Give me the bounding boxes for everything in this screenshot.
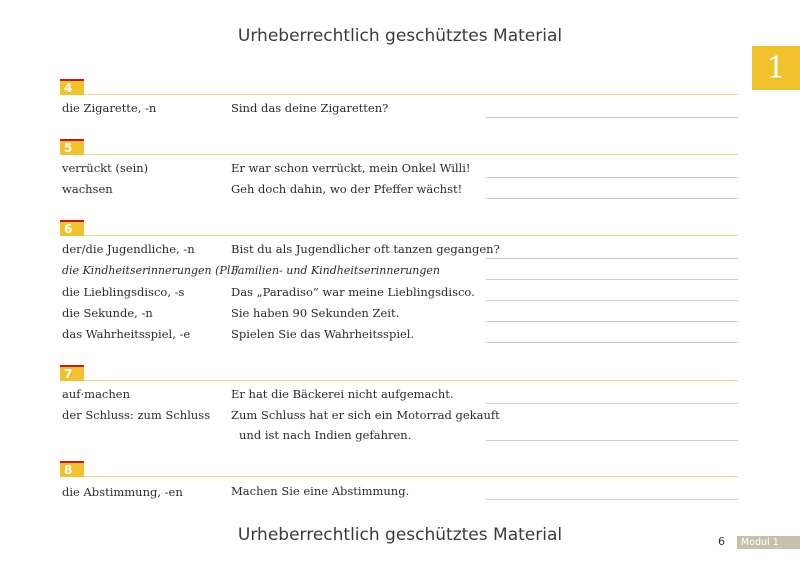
example-sentence: Er hat die Bäckerei nicht aufgemacht. [231, 387, 454, 401]
writing-line [486, 177, 738, 178]
writing-line [486, 300, 738, 301]
section-number-badge: 4 [60, 79, 84, 95]
vocab-word: der/die Jugendliche, -n [62, 242, 195, 256]
vocab-word: das Wahrheitsspiel, -e [62, 327, 191, 341]
writing-line [486, 440, 738, 441]
writing-line [486, 279, 738, 280]
example-sentence: Geh doch dahin, wo der Pfeffer wächst! [231, 182, 463, 196]
section-number-badge: 7 [60, 365, 84, 381]
example-sentence: Er war schon verrückt, mein Onkel Willi! [231, 161, 471, 175]
section-number-badge: 5 [60, 139, 84, 155]
chapter-tab: 1 [752, 46, 800, 90]
example-sentence: Spielen Sie das Wahrheitsspiel. [231, 327, 415, 341]
vocab-word: die Kindheitserinnerungen (Pl.) [62, 264, 239, 277]
vocab-word: auf·machen [62, 387, 130, 401]
vocab-word: der Schluss: zum Schluss [62, 408, 211, 422]
example-sentence: Sie haben 90 Sekunden Zeit. [231, 306, 400, 320]
section-divider [60, 380, 738, 381]
writing-line [486, 499, 738, 500]
watermark-bottom: Urheberrechtlich geschütztes Material [237, 525, 563, 545]
section-number-badge: 8 [60, 461, 84, 477]
vocab-word: die Lieblingsdisco, -s [62, 285, 185, 299]
section-number-badge: 6 [60, 220, 84, 236]
vocab-word: wachsen [62, 182, 113, 196]
example-sentence: Bist du als Jugendlicher oft tanzen gegangen? [231, 242, 500, 256]
writing-line [486, 198, 738, 199]
watermark-top: Urheberrechtlich geschütztes Material [237, 26, 563, 46]
vocab-word: verrückt (sein) [62, 161, 149, 175]
writing-line [486, 342, 738, 343]
section-divider [60, 476, 738, 477]
vocab-word: die Sekunde, -n [62, 306, 153, 320]
example-sentence: Das „Paradiso“ war meine Lieblingsdisco. [231, 285, 475, 299]
writing-line [486, 117, 738, 118]
writing-line [486, 403, 738, 404]
writing-line [486, 258, 738, 259]
writing-line [486, 321, 738, 322]
example-sentence: Sind das deine Zigaretten? [231, 101, 389, 115]
vocab-word: die Abstimmung, -en [62, 485, 183, 499]
module-label: Modul 1 [737, 536, 800, 549]
section-divider [60, 94, 738, 95]
vocab-word: die Zigarette, -n [62, 101, 157, 115]
example-sentence: Machen Sie eine Abstimmung. [231, 484, 410, 498]
page-number: 6 [718, 535, 725, 548]
section-divider [60, 235, 738, 236]
example-sentence: Familien- und Kindheitserinnerungen [231, 264, 441, 277]
example-sentence-continuation: und ist nach Indien gefahren. [239, 428, 412, 442]
section-divider [60, 154, 738, 155]
example-sentence: Zum Schluss hat er sich ein Motorrad gekauft [231, 408, 500, 422]
